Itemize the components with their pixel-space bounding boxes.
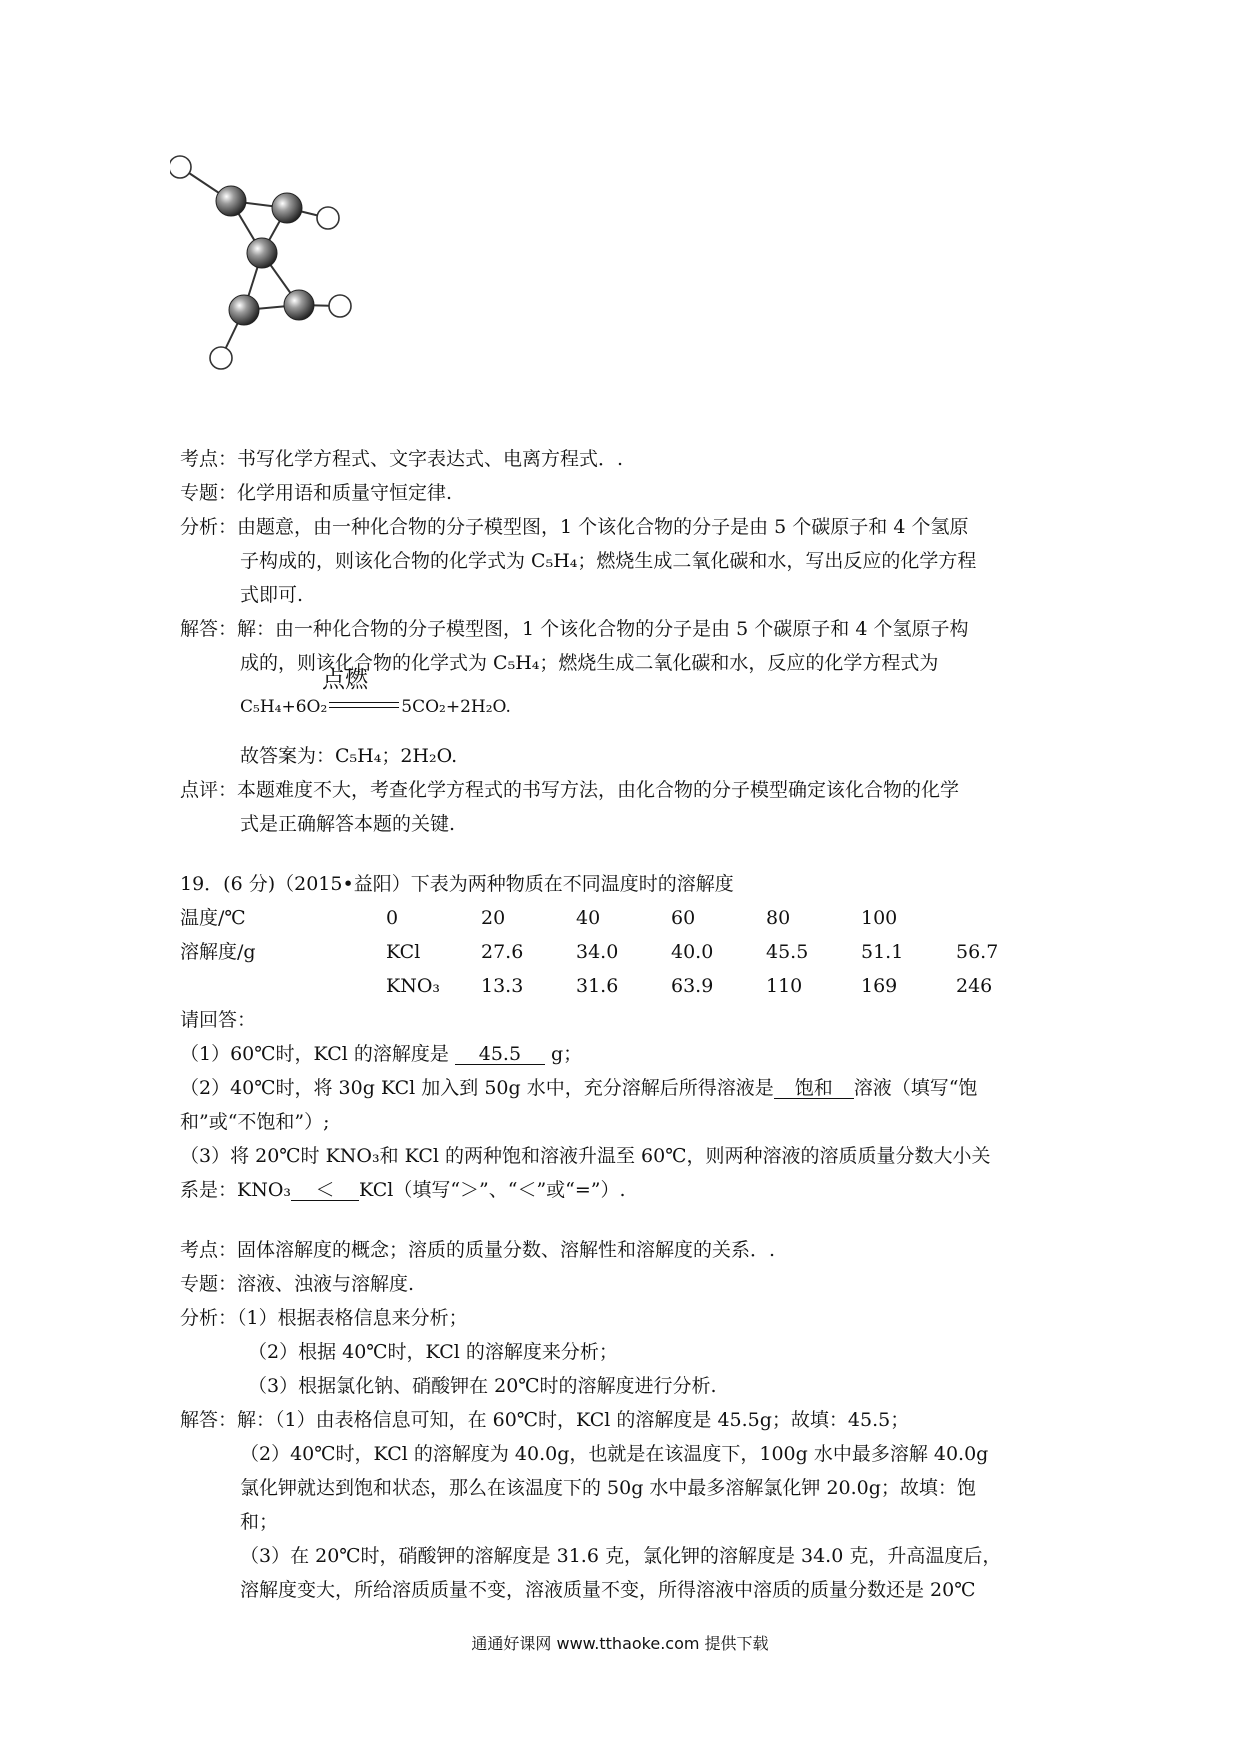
- hydrogen-atom: [329, 295, 351, 317]
- sub-question-3-line1: （3）将 20℃时 KNO₃和 KCl 的两种饱和溶液升温至 60℃，则两种溶液的溶质质量分数大小关: [180, 1145, 991, 1167]
- table-temp: 80: [766, 907, 791, 929]
- table-cell: 34.0: [576, 941, 619, 963]
- hydrogen-atom: [317, 207, 339, 229]
- table-cell: 40.0: [671, 941, 714, 963]
- sub-question-3-tail: KCl（填写“＞”、“＜”或“=”）.: [359, 1179, 626, 1201]
- fenxi-18-line3: 式即可.: [240, 584, 304, 606]
- fenxi-19-line2: （2）根据 40℃时，KCl 的溶解度来分析；: [248, 1341, 618, 1363]
- kaodian-19: 考点：固体溶解度的概念；溶质的质量分数、溶解性和溶解度的关系．.: [180, 1239, 776, 1261]
- hydrogen-atom: [210, 347, 232, 369]
- answer-blank-2: 饱和: [774, 1079, 854, 1099]
- table-cell: 31.6: [576, 975, 619, 997]
- zhuanti-19: 专题：溶液、浊液与溶解度.: [180, 1273, 415, 1295]
- table-cell: 63.9: [671, 975, 714, 997]
- zhuanti-18: 专题：化学用语和质量守恒定律.: [180, 482, 453, 504]
- answer-blank-1: 45.5: [455, 1045, 545, 1065]
- table-row-name: KCl: [386, 941, 421, 963]
- fenxi-18-line2: 子构成的，则该化合物的化学式为 C₅H₄；燃烧生成二氧化碳和水，写出反应的化学方程: [240, 550, 977, 572]
- dianping-18-line2: 式是正确解答本题的关键.: [240, 813, 456, 835]
- sub-question-2-line2: 和”或“不饱和”）;: [180, 1111, 330, 1133]
- table-row-name: KNO₃: [386, 975, 441, 997]
- molecule-model-figure: [170, 148, 370, 388]
- jieda-18-line1: 解答：解：由一种化合物的分子模型图，1 个该化合物的分子是由 5 个碳原子和 4 个氢原子构: [180, 618, 969, 640]
- carbon-atom: [272, 193, 302, 223]
- table-temp: 60: [671, 907, 696, 929]
- table-temp: 40: [576, 907, 601, 929]
- sub-question-1-text: （1）60℃时，KCl 的溶解度是: [180, 1043, 449, 1065]
- table-cell: 13.3: [481, 975, 524, 997]
- table-cell: 51.1: [861, 941, 904, 963]
- jieda-19-line5: （3）在 20℃时，硝酸钾的溶解度是 31.6 克，氯化钾的溶解度是 34.0 克，升高温度后，: [240, 1545, 1002, 1567]
- table-cell: 45.5: [766, 941, 809, 963]
- jieda-19-line4: 和；: [240, 1511, 279, 1533]
- sub-question-1-unit: g；: [550, 1043, 583, 1065]
- table-temp: 20: [481, 907, 506, 929]
- table-cell: 246: [956, 975, 993, 997]
- equation-products: 5CO₂+2H₂O.: [401, 697, 511, 717]
- table-temp-label: 温度/℃: [180, 907, 246, 929]
- table-temp: 100: [861, 907, 898, 929]
- reaction-condition: 点燃: [322, 667, 368, 693]
- carbon-atoms: [216, 186, 314, 325]
- fenxi-19-line3: （3）根据氯化钠、硝酸钾在 20℃时的溶解度进行分析.: [248, 1375, 717, 1397]
- kaodian-18: 考点：书写化学方程式、文字表达式、电离方程式．.: [180, 448, 624, 470]
- equation-double-bar: [329, 700, 399, 710]
- fenxi-18-line1: 分析：由题意，由一种化合物的分子模型图，1 个该化合物的分子是由 5 个碳原子和 4 个氢原: [180, 516, 969, 538]
- sub-question-2: [180, 1079, 977, 1099]
- jieda-18-line2: 成的，则该化合物的化学式为 C₅H₄；燃烧生成二氧化碳和水，反应的化学方程式为: [240, 652, 939, 674]
- dianping-18-line1: 点评：本题难度不大，考查化学方程式的书写方法，由化合物的分子模型确定该化合物的化学: [180, 779, 960, 801]
- table-temp: 0: [386, 907, 399, 929]
- table-cell: 27.6: [481, 941, 524, 963]
- carbon-atom: [216, 186, 246, 216]
- equation-reactants: C₅H₄+6O₂: [240, 697, 328, 717]
- sub-question-3-text: 系是：KNO₃: [180, 1179, 292, 1201]
- chemical-equation: [240, 699, 511, 716]
- question-19-title: 19．(6 分)（2015•益阳）下表为两种物质在不同温度时的溶解度: [180, 873, 734, 895]
- jieda-19-line1: 解答：解：（1）由表格信息可知，在 60℃时，KCl 的溶解度是 45.5g；故填：45.5；: [180, 1409, 910, 1431]
- fenxi-19-line1: 分析：（1）根据表格信息来分析；: [180, 1307, 468, 1329]
- jieda-19-line6: 溶解度变大，所给溶质质量不变，溶液质量不变，所得溶液中溶质的质量分数还是 20℃: [240, 1579, 976, 1601]
- table-cell: 56.7: [956, 941, 999, 963]
- sub-question-3-line2: [180, 1181, 626, 1201]
- sub-question-2-tail: 溶液（填写“饱: [853, 1077, 978, 1099]
- carbon-atom: [229, 295, 259, 325]
- sub-question-1: [180, 1045, 582, 1065]
- table-cell: 169: [861, 975, 898, 997]
- answer-blank-3: ＜: [291, 1181, 359, 1201]
- table-cell: 110: [766, 975, 803, 997]
- carbon-atom: [247, 238, 277, 268]
- jieda-19-line2: （2）40℃时，KCl 的溶解度为 40.0g，也就是在该温度下，100g 水中最多溶解 40.0g: [240, 1443, 989, 1465]
- hydrogen-atom: [170, 156, 191, 178]
- jieda-19-line3: 氯化钾就达到饱和状态，那么在该温度下的 50g 水中最多溶解氯化钾 20.0g；故填：饱: [240, 1477, 976, 1499]
- sub-question-2-text: （2）40℃时，将 30g KCl 加入到 50g 水中，充分溶解后所得溶液是: [180, 1077, 774, 1099]
- table-solubility-label: 溶解度/g: [180, 941, 256, 963]
- answer-18: 故答案为：C₅H₄；2H₂O.: [240, 745, 458, 767]
- page-footer: 通通好课网 www.tthaoke.com 提供下载: [471, 1634, 769, 1653]
- carbon-atom: [284, 290, 314, 320]
- question-prompt: 请回答：: [180, 1009, 257, 1031]
